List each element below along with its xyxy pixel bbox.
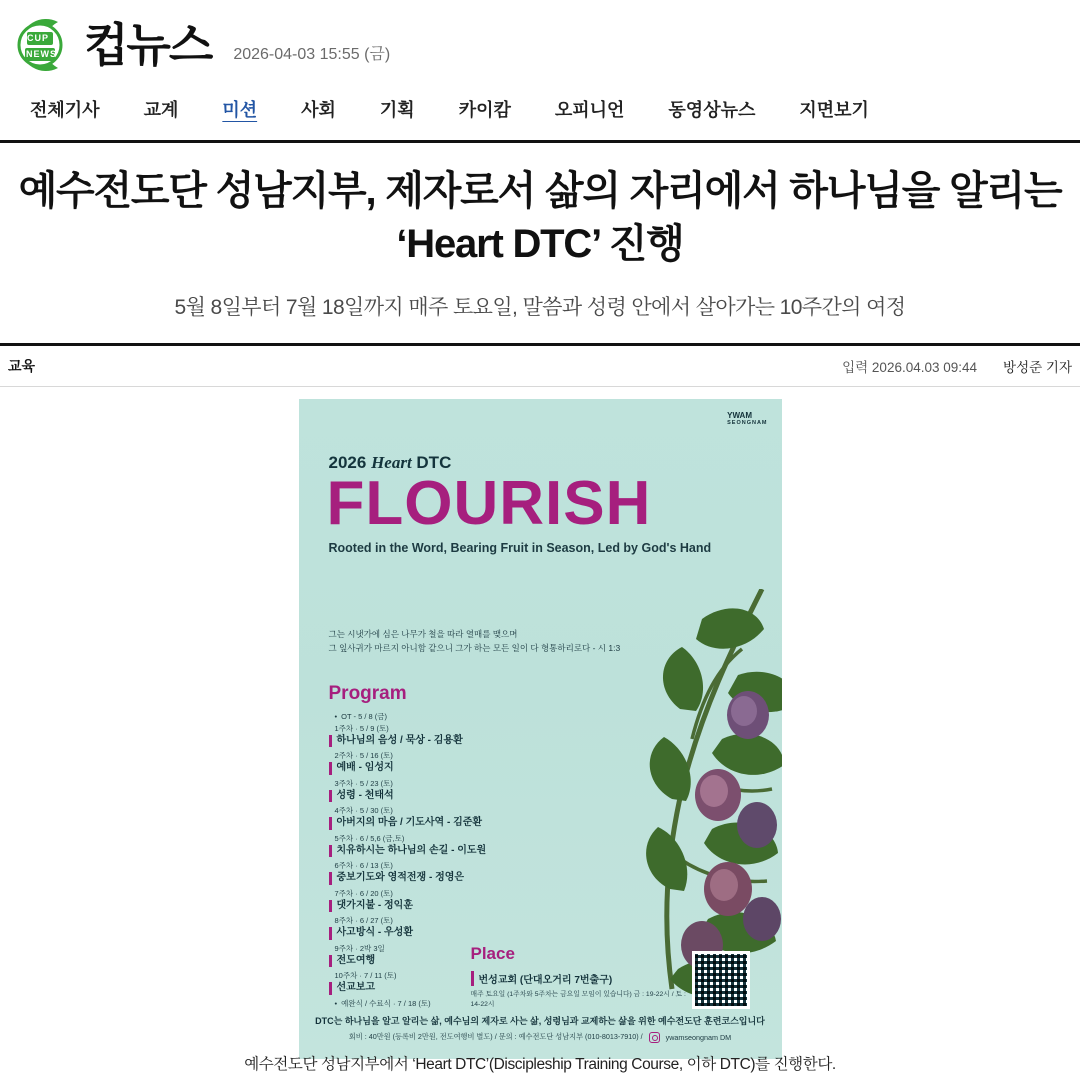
ywam-name: YWAM xyxy=(727,410,752,420)
poster-footer-description: DTC는 하나님을 알고 알리는 삶, 예수님의 제자로 사는 삶, 성령님과 교제하는 삶을 위한 예수전도단 훈련코스입니다 xyxy=(315,1015,765,1026)
article-category: 교육 xyxy=(8,357,36,374)
page-title: 예수전도단 성남지부, 제자로서 삶의 자리에서 하나님을 알리는 ‘Heart DTC’ 진행 xyxy=(18,169,1062,266)
site-title: 컵뉴스 xyxy=(84,19,212,71)
program-entry: 10주차 · 7 / 11 (토) xyxy=(334,971,397,981)
poster-program-heading: Program xyxy=(328,682,407,704)
program-entry: 6주차 · 6 / 13 (토) xyxy=(334,861,393,871)
program-entry: 중보기도와 영적전쟁 - 정영은 xyxy=(329,872,544,885)
verse-line-2: 그 잎사귀가 마르지 아니함 같으니 그가 하는 모든 일이 다 형통하리로다 - 시 1:3 xyxy=(328,643,621,654)
poster-title: FLOURISH xyxy=(326,468,652,538)
poster-place-schedule: 매주 토요일 (1주차와 5주차는 금요일 모임이 있습니다) 금 : 19-22시 / 토 : 14-22시 xyxy=(470,990,686,1008)
masthead xyxy=(0,0,1080,84)
nav-item-kaicam[interactable]: 카이캄 xyxy=(458,100,511,120)
poster-place-heading: Place xyxy=(470,943,515,963)
nav-item-society[interactable]: 사회 xyxy=(301,100,336,120)
nav-item-church[interactable]: 교계 xyxy=(143,100,179,120)
program-entry: 1주차 · 5 / 9 (토) xyxy=(334,723,389,733)
poster-tagline: Rooted in the Word, Bearing Fruit in Season, Led by God's Hand xyxy=(328,540,712,555)
program-entry: 예배 - 임성지 xyxy=(329,762,544,775)
headline-area xyxy=(0,143,1080,321)
logo-badge-bottom: NEWS xyxy=(26,49,57,59)
article-author: 방성준 기자 xyxy=(1003,359,1072,375)
poster-verse xyxy=(329,627,621,656)
byline-meta-group xyxy=(842,356,1072,376)
poster-kicker-heart: Heart xyxy=(371,452,412,472)
program-entry: 선교보고 xyxy=(329,982,544,995)
poster-kicker-dtc: DTC xyxy=(416,452,452,472)
program-entry: 2주차 · 5 / 16 (토) xyxy=(334,751,393,761)
program-entry: 전도여행 xyxy=(329,955,544,968)
program-entry: 8주차 · 6 / 27 (토) xyxy=(334,916,393,926)
verse-line-1: 그는 시냇가에 심은 나무가 철을 따라 열매를 맺으며 xyxy=(328,628,518,639)
nav-item-planning[interactable]: 기획 xyxy=(379,100,415,120)
poster-place-block xyxy=(471,971,691,1010)
site-logo[interactable] xyxy=(14,14,211,76)
nav-item-video-news[interactable]: 동영상뉴스 xyxy=(668,100,756,120)
article-image-caption: 예수전도단 성남지부에서 ‘Heart DTC’(Discipleship Training Course, 이하 DTC)를 진행한다. xyxy=(244,1056,836,1073)
program-entry: • OT - 5 / 8 (금) xyxy=(335,711,544,722)
poster-footer-fees: 회비 : 40만원 (등록비 2만원, 전도여행비 별도) / 문의 : 예수전도단 성남지부 (010-8013-7910) / xyxy=(348,1032,643,1042)
poster-image[interactable] xyxy=(299,399,782,1059)
program-entry: 3주차 · 5 / 23 (토) xyxy=(334,778,393,788)
poster-program-list xyxy=(329,711,544,1010)
current-datetime: 2026-04-03 15:55 (금) xyxy=(233,45,391,63)
byline-row xyxy=(0,346,1080,387)
nav-item-mission[interactable]: 미션 xyxy=(222,100,258,120)
program-entry: 아버지의 마음 / 기도사역 - 김준환 xyxy=(329,817,544,830)
logo-badge-top: CUP xyxy=(27,33,50,43)
program-entry: 하나님의 음성 / 묵상 - 김용환 xyxy=(329,735,544,748)
instagram-icon xyxy=(649,1032,660,1043)
qr-code-pattern xyxy=(695,954,747,1006)
poster-kicker-year: 2026 xyxy=(328,452,367,472)
poster-footer xyxy=(299,1014,782,1043)
article-image-wrap xyxy=(0,399,1080,1059)
ywam-text xyxy=(727,411,767,427)
program-entry: • 예완식 / 수료식 · 7 / 18 (토) xyxy=(335,998,544,1009)
program-entry: 7주차 · 6 / 20 (토) xyxy=(334,888,393,898)
poster-instagram-handle: ywamseongnam DM xyxy=(665,1032,732,1042)
program-entry: 성령 - 천태석 xyxy=(329,790,544,803)
program-entry: 사고방식 - 우성환 xyxy=(329,927,544,940)
program-entry: 댓가지불 - 정익훈 xyxy=(329,900,544,913)
poster-footer-contact xyxy=(299,1032,782,1043)
main-navigation xyxy=(0,84,1080,143)
program-entry: 9주차 · 2박 3일 xyxy=(334,943,385,953)
ywam-branch: SEONGNAM xyxy=(727,419,768,426)
nav-item-print-edition[interactable]: 지면보기 xyxy=(799,100,869,120)
nav-item-opinion[interactable]: 오피니언 xyxy=(554,100,625,120)
program-entry: 치유하시는 하나님의 손길 - 이도원 xyxy=(329,845,544,858)
program-entry: 4주차 · 5 / 30 (토) xyxy=(334,806,393,816)
qr-code-icon[interactable] xyxy=(692,951,750,1009)
program-entry: 5주차 · 6 / 5,6 (금,토) xyxy=(334,833,405,843)
article-timestamp: 입력 2026.04.03 09:44 xyxy=(842,359,978,375)
article-subheadline: 5월 8일부터 7월 18일까지 매주 토요일, 말씀과 성령 안에서 살아가는 10주간의 여정 xyxy=(174,295,906,319)
ywam-logo xyxy=(722,411,767,427)
nav-item-all[interactable]: 전체기사 xyxy=(30,100,100,120)
cup-news-logo-icon xyxy=(14,14,78,76)
poster-place-name: 번성교회 (단대오거리 7번출구) xyxy=(471,971,691,986)
